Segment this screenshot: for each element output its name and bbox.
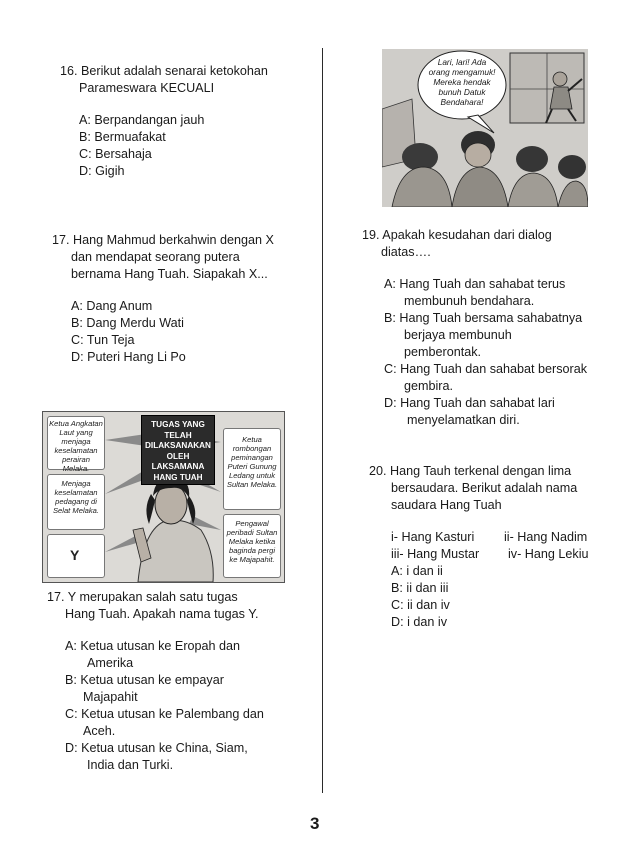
question-19-option-d-line-1: D: Hang Tuah dan sahabat lari — [384, 396, 555, 410]
question-20-line-3: saudara Hang Tuah — [391, 498, 502, 512]
question-20-list-item-1: i- Hang Kasturi — [391, 530, 475, 544]
question-20-list-row-1 — [369, 529, 588, 546]
question-17b-option-a-line-2: Amerika — [87, 656, 134, 670]
question-16-line-1: 16. Berikut adalah senarai ketokohan — [60, 64, 268, 78]
question-17b-option-b-line-2: Majapahit — [83, 690, 138, 704]
question-20-list-item-4: iv- Hang Lekiu — [508, 547, 589, 561]
question-16-option-c: C: Bersahaja — [79, 147, 152, 161]
question-19-option-d-line-2: menyelamatkan diri. — [407, 413, 520, 427]
question-20-list-row-2 — [369, 546, 589, 563]
question-16-option-b: B: Bermuafakat — [79, 130, 166, 144]
question-20-option-b: B: ii dan iii — [391, 581, 449, 595]
question-19-option-b-line-3: pemberontak. — [404, 345, 482, 359]
diagram-box-proposal-leader — [223, 428, 281, 510]
diagram-center-title: TUGAS YANG TELAH DILAKSANAKAN OLEH LAKSAMANA HANG TUAH — [145, 420, 211, 482]
question-19-line-1: 19. Apakah kesudahan dari dialog — [362, 228, 552, 242]
diagram-center-box — [141, 415, 215, 485]
diagram-box-strait-security — [47, 474, 105, 530]
question-17b-option-a-line-1: A: Ketua utusan ke Eropah dan — [65, 639, 241, 653]
diagram-box-bodyguard-text: Pengawal peribadi Sultan Melaka ketika baginda pergi ke Majapahit. — [226, 519, 278, 564]
question-20-list-item-2: ii- Hang Nadim — [504, 530, 588, 544]
question-17b-option-c-line-1: C: Ketua utusan ke Palembang dan — [65, 707, 264, 721]
question-20-option-c: C: ii dan iv — [391, 598, 450, 612]
question-20-list-item-3: iii- Hang Mustar — [391, 547, 480, 561]
question-19-option-a-line-2: membunuh bendahara. — [404, 294, 535, 308]
question-17a-option-b: B: Dang Merdu Wati — [71, 316, 184, 330]
diagram-box-navy-chief — [47, 416, 105, 473]
question-16-option-d: D: Gigih — [79, 164, 125, 178]
question-20-option-d: D: i dan iv — [391, 615, 447, 629]
question-17b-option-b-line-1: B: Ketua utusan ke empayar — [65, 673, 224, 687]
question-20 — [369, 463, 589, 631]
question-16 — [60, 63, 268, 180]
question-20-option-a: A: i dan ii — [391, 564, 443, 578]
page-number: 3 — [310, 814, 320, 833]
hang-tuah-duties-diagram — [42, 411, 285, 583]
diagram-box-y — [47, 534, 105, 578]
question-19-option-c-line-2: gembira. — [404, 379, 453, 393]
question-19-option-b-line-1: B: Hang Tuah bersama sahabatnya — [384, 311, 583, 325]
comic-illustration — [382, 49, 588, 207]
diagram-box-proposal-leader-text: Ketua rombongan peminangan Puteri Gunung Ledang untuk Sultan Melaka. — [226, 435, 278, 489]
column-divider — [322, 48, 323, 793]
diagram-box-navy-chief-text: Ketua Angkatan Laut yang menjaga keselamatan perairan Melaka. — [49, 419, 103, 473]
question-17b-option-c-line-2: Aceh. — [83, 724, 116, 738]
question-16-line-2: Parameswara KECUALI — [79, 81, 215, 95]
question-19 — [362, 227, 587, 429]
question-19-line-2: diatas…. — [381, 245, 431, 259]
speech-bubble-text: Lari, lari! Ada orang mengamuk! Mereka hendak bunuh Datuk Bendahara! — [428, 57, 496, 107]
question-19-option-a-line-1: A: Hang Tuah dan sahabat terus — [384, 277, 566, 291]
question-17a-option-c: C: Tun Teja — [71, 333, 135, 347]
question-17a-option-d: D: Puteri Hang Li Po — [71, 350, 186, 364]
question-17b-option-d-line-2: India dan Turki. — [87, 758, 174, 772]
question-17-a — [52, 232, 274, 366]
question-20-line-2: bersaudara. Berikut adalah nama — [391, 481, 578, 495]
question-16-option-a: A: Berpandangan jauh — [79, 113, 205, 127]
diagram-box-bodyguard — [223, 514, 281, 578]
question-20-line-1: 20. Hang Tauh terkenal dengan lima — [369, 464, 572, 478]
question-19-option-c-line-1: C: Hang Tuah dan sahabat bersorak — [384, 362, 588, 376]
question-17a-line-3: bernama Hang Tuah. Siapakah X... — [71, 267, 268, 281]
question-17b-option-d-line-1: D: Ketua utusan ke China, Siam, — [65, 741, 248, 755]
diagram-box-y-label: Y — [70, 547, 80, 563]
question-17-b — [47, 589, 264, 774]
question-17a-option-a: A: Dang Anum — [71, 299, 153, 313]
question-17b-line-1: 17. Y merupakan salah satu tugas — [47, 590, 238, 604]
question-17a-line-2: dan mendapat seorang putera — [71, 250, 240, 264]
question-17b-line-2: Hang Tuah. Apakah nama tugas Y. — [65, 607, 259, 621]
question-17a-line-1: 17. Hang Mahmud berkahwin dengan X — [52, 233, 274, 247]
diagram-box-strait-security-text: Menjaga keselamatan pedagang di Selat Melaka. — [52, 479, 99, 515]
question-19-option-b-line-2: berjaya membunuh — [404, 328, 512, 342]
